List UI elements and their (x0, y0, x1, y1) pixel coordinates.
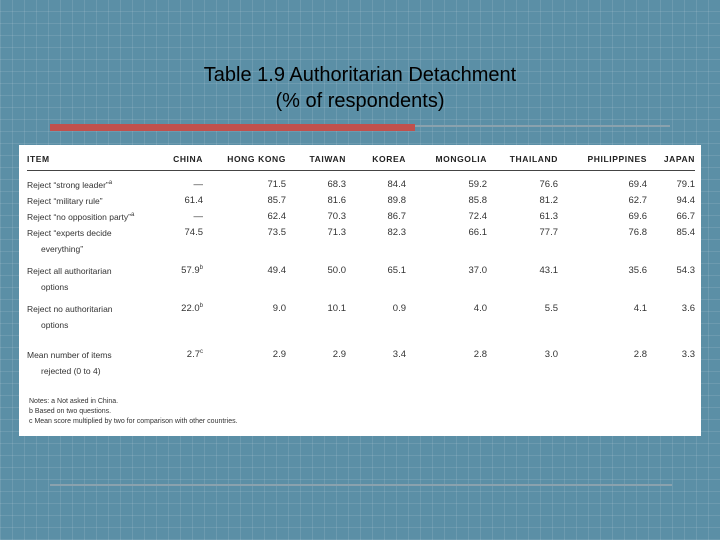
cell-value: 3.0 (544, 349, 558, 360)
footnote-marker: a (130, 212, 135, 219)
value-cell (203, 209, 286, 225)
value-cell (487, 257, 558, 295)
cell-value: 9.0 (272, 303, 286, 314)
value-cell (558, 295, 647, 333)
footnote-marker: a (108, 180, 113, 187)
note-line: c Mean score multiplied by two for comparison with other countries. (29, 418, 238, 425)
cell-value: 3.3 (681, 349, 695, 360)
cell-value: 62.4 (267, 211, 286, 222)
cell-value: 94.4 (676, 195, 695, 206)
value-cell (286, 171, 346, 194)
value-cell (487, 193, 558, 209)
value-cell (406, 295, 487, 333)
cell-value: 65.1 (387, 265, 406, 276)
value-cell (406, 171, 487, 194)
item-cell (27, 171, 159, 194)
slide-title (0, 62, 720, 114)
value-cell (286, 193, 346, 209)
item-cell (27, 209, 159, 225)
table-image (19, 145, 701, 436)
cell-value: 79.1 (676, 179, 695, 190)
item-cell (27, 295, 159, 333)
value-cell (647, 225, 695, 257)
cell-value: 22.0 (181, 303, 200, 314)
value-cell (647, 257, 695, 295)
header-hong-kong: HONG KONG (203, 154, 286, 171)
cell-value: 85.4 (676, 227, 695, 238)
value-cell (159, 295, 203, 333)
cell-value: 54.3 (676, 265, 695, 276)
header-thailand: THAILAND (487, 154, 558, 171)
cell-value: 70.3 (327, 211, 346, 222)
table-row (27, 333, 695, 379)
table-row (27, 257, 695, 295)
value-cell (647, 295, 695, 333)
item-cell (27, 193, 159, 209)
data-table (27, 154, 695, 379)
cell-value: 61.3 (539, 211, 558, 222)
value-cell (203, 193, 286, 209)
value-cell (406, 225, 487, 257)
cell-value: 37.0 (468, 265, 487, 276)
value-cell (286, 225, 346, 257)
cell-value: 85.8 (468, 195, 487, 206)
cell-value: 35.6 (628, 265, 647, 276)
item-label: Reject no authoritarian (27, 304, 113, 314)
footnote-marker: b (199, 302, 203, 309)
item-label: Mean number of items (27, 350, 112, 360)
title-line-2: (% of respondents) (275, 90, 445, 112)
cell-value: 77.7 (539, 227, 558, 238)
cell-value: 2.9 (332, 349, 346, 360)
value-cell (159, 171, 203, 194)
cell-value: 43.1 (539, 265, 558, 276)
note-line: Notes: a Not asked in China. (29, 398, 119, 405)
cell-value: 2.8 (633, 349, 647, 360)
divider-rule (415, 125, 670, 127)
cell-value: 74.5 (184, 227, 203, 238)
item-label: Reject “no opposition party” (27, 212, 131, 222)
value-cell (647, 171, 695, 194)
cell-value: 84.4 (387, 179, 406, 190)
cell-value: 4.0 (473, 303, 487, 314)
item-label-continued: options (41, 282, 69, 292)
value-cell (647, 209, 695, 225)
value-cell (558, 171, 647, 194)
value-cell (406, 193, 487, 209)
cell-value: 5.5 (544, 303, 558, 314)
cell-value: 68.3 (327, 179, 346, 190)
cell-value: — (193, 179, 203, 190)
value-cell (286, 209, 346, 225)
value-cell (346, 209, 406, 225)
value-cell (406, 257, 487, 295)
value-cell (487, 333, 558, 379)
item-label: Reject “military rule” (27, 196, 103, 206)
value-cell (487, 225, 558, 257)
value-cell (558, 257, 647, 295)
footnote-marker: c (200, 348, 203, 355)
cell-value: 61.4 (184, 195, 203, 206)
cell-value: 66.7 (676, 211, 695, 222)
cell-value: 85.7 (267, 195, 286, 206)
cell-value: 49.4 (267, 265, 286, 276)
value-cell (286, 295, 346, 333)
cell-value: 81.2 (539, 195, 558, 206)
value-cell (406, 209, 487, 225)
item-label: Reject “experts decide (27, 228, 112, 238)
header-item: ITEM (27, 154, 159, 171)
cell-value: 81.6 (327, 195, 346, 206)
value-cell (647, 193, 695, 209)
accent-rule (50, 124, 415, 131)
cell-value: 2.7 (186, 349, 200, 360)
note-line: b Based on two questions. (29, 408, 112, 415)
cell-value: 72.4 (468, 211, 487, 222)
value-cell (558, 225, 647, 257)
table-row (27, 193, 695, 209)
table-notes (29, 397, 238, 427)
cell-value: 69.6 (628, 211, 647, 222)
cell-value: 69.4 (628, 179, 647, 190)
table-row (27, 225, 695, 257)
item-label: Reject “strong leader” (27, 180, 109, 190)
value-cell (346, 333, 406, 379)
value-cell (159, 225, 203, 257)
value-cell (203, 295, 286, 333)
item-label-continued: options (41, 320, 69, 330)
value-cell (647, 333, 695, 379)
cell-value: 86.7 (387, 211, 406, 222)
cell-value: 50.0 (327, 265, 346, 276)
item-label-continued: everything” (41, 244, 84, 254)
value-cell (346, 225, 406, 257)
value-cell (346, 193, 406, 209)
value-cell (558, 193, 647, 209)
value-cell (159, 193, 203, 209)
footnote-marker: b (199, 264, 203, 271)
header-korea: KOREA (346, 154, 406, 171)
cell-value: 66.1 (468, 227, 487, 238)
value-cell (346, 295, 406, 333)
cell-value: 82.3 (387, 227, 406, 238)
item-label: Reject all authoritarian (27, 266, 112, 276)
cell-value: 2.9 (272, 349, 286, 360)
cell-value: — (193, 211, 203, 222)
header-china: CHINA (159, 154, 203, 171)
header-mongolia: MONGOLIA (406, 154, 487, 171)
header-row (27, 154, 695, 171)
item-cell (27, 333, 159, 379)
cell-value: 2.8 (473, 349, 487, 360)
value-cell (159, 333, 203, 379)
value-cell (487, 209, 558, 225)
value-cell (203, 257, 286, 295)
value-cell (487, 171, 558, 194)
value-cell (558, 209, 647, 225)
cell-value: 76.6 (539, 179, 558, 190)
cell-value: 3.6 (681, 303, 695, 314)
item-cell (27, 257, 159, 295)
table-row (27, 171, 695, 194)
title-line-1: Table 1.9 Authoritarian Detachment (203, 64, 517, 86)
value-cell (203, 333, 286, 379)
value-cell (286, 333, 346, 379)
value-cell (286, 257, 346, 295)
cell-value: 71.3 (327, 227, 346, 238)
cell-value: 76.8 (628, 227, 647, 238)
cell-value: 62.7 (628, 195, 647, 206)
value-cell (406, 333, 487, 379)
table-row (27, 209, 695, 225)
value-cell (487, 295, 558, 333)
cell-value: 10.1 (327, 303, 346, 314)
header-philippines: PHILIPPINES (558, 154, 647, 171)
value-cell (558, 333, 647, 379)
value-cell (159, 257, 203, 295)
value-cell (346, 171, 406, 194)
cell-value: 59.2 (468, 179, 487, 190)
value-cell (203, 225, 286, 257)
cell-value: 0.9 (392, 303, 406, 314)
cell-value: 71.5 (267, 179, 286, 190)
value-cell (203, 171, 286, 194)
cell-value: 57.9 (181, 265, 200, 276)
table-row (27, 295, 695, 333)
cell-value: 89.8 (387, 195, 406, 206)
value-cell (346, 257, 406, 295)
header-japan: JAPAN (647, 154, 695, 171)
item-label-continued: rejected (0 to 4) (41, 366, 101, 376)
header-taiwan: TAIWAN (286, 154, 346, 171)
bottom-rule (50, 484, 672, 486)
value-cell (159, 209, 203, 225)
cell-value: 3.4 (392, 349, 406, 360)
cell-value: 4.1 (633, 303, 647, 314)
item-cell (27, 225, 159, 257)
cell-value: 73.5 (267, 227, 286, 238)
